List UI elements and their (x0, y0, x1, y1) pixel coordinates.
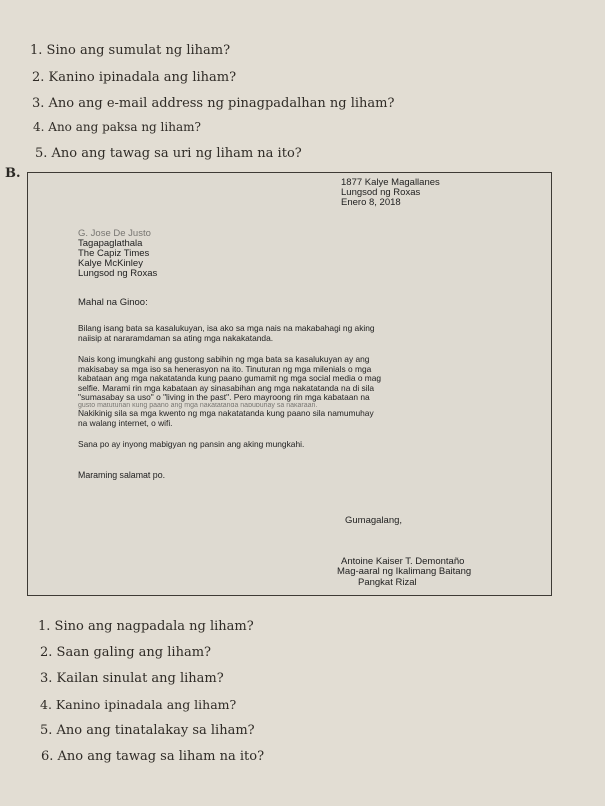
letter-box (27, 172, 552, 596)
paragraph-3: Sana po ay inyong mabigyan ng pansin ang aking mungkahi. (78, 439, 305, 449)
signature-school: Pangkat Rizal (358, 577, 417, 588)
question-bottom-3: 3. Kailan sinulat ang liham? (40, 671, 224, 686)
question-top-5: 5. Ano ang tawag sa uri ng liham na ito? (35, 146, 302, 161)
paragraph-2-line: Nakikinig sila sa mga kwento ng mga nakatatanda kung paano sila namumuhay (78, 407, 374, 418)
paragraph-1-line: Bilang isang bata sa kasalukuyan, isa ako sa mga nais na makabahagi ng aking (78, 323, 375, 333)
section-label-b: B. (5, 166, 21, 181)
heading-street: 1877 Kalye Magallanes (341, 177, 440, 188)
paragraph-2-line: kabataan ang mga nakatatanda kung paano gumamit ng mga social media o mag (78, 373, 382, 384)
recipient-city: Lungsod ng Roxas (78, 268, 158, 279)
heading-city: Lungsod ng Roxas (341, 187, 421, 198)
question-top-4: 4. Ano ang paksa ng liham? (33, 120, 201, 134)
question-bottom-6: 6. Ano ang tawag sa liham na ito? (41, 749, 265, 764)
paragraph-1-line: naiisip at nararamdaman sa ating mga nakakatanda. (78, 332, 274, 343)
question-top-2: 2. Kanino ipinadala ang liham? (32, 70, 237, 85)
paragraph-2-line: na walang internet, o wifi. (78, 417, 173, 428)
recipient-company: The Capiz Times (78, 248, 150, 259)
paragraph-1 (78, 324, 558, 343)
closing: Gumagalang, (345, 515, 403, 526)
paragraph-2-line-cut: gusto matutunan kung paano ang mga nakatatanda nabubuhay sa nakaraan. (78, 402, 318, 409)
recipient-position: Tagapaglathala (78, 238, 143, 249)
question-bottom-5: 5. Ano ang tinatalakay sa liham? (40, 723, 255, 738)
question-top-1: 1. Sino ang sumulat ng liham? (30, 43, 231, 58)
signature-position: Mag-aaral ng Ikalimang Baitang (337, 566, 472, 577)
paragraph-2-line: selfie. Marami rin mga kabataan ay sinasabihan ang mga nakatatanda na di sila (78, 382, 375, 393)
question-bottom-1: 1. Sino ang nagpadala ng liham? (38, 619, 254, 634)
question-bottom-4: 4. Kanino ipinadala ang liham? (40, 697, 237, 712)
complimentary-close: Maraming salamat po. (78, 470, 166, 480)
question-top-3: 3. Ano ang e-mail address ng pinagpadalhan ng liham? (32, 96, 395, 111)
paragraph-2-line: Nais kong imungkahi ang gustong sabihin ng mga bata sa kasalukuyan ay ang (78, 354, 370, 364)
signature-name: Antoine Kaiser T. Demontaño (341, 556, 465, 567)
question-bottom-2: 2. Saan galing ang liham? (40, 645, 211, 660)
paragraph-2-line: "sumasabay sa uso" o "living in the past". Pero mayroong rin mga kabataan na (78, 392, 370, 403)
recipient-name: G. Jose De Justo (78, 228, 151, 239)
paragraph-2 (78, 355, 558, 428)
salutation: Mahal na Ginoo: (78, 297, 148, 308)
paragraph-2-line: makisabay sa mga iso sa henerasyon na ito. Tinuturan ng mga milenials o mga (78, 363, 372, 374)
heading-date: Enero 8, 2018 (341, 197, 401, 208)
recipient-street: Kalye McKinley (78, 258, 143, 269)
